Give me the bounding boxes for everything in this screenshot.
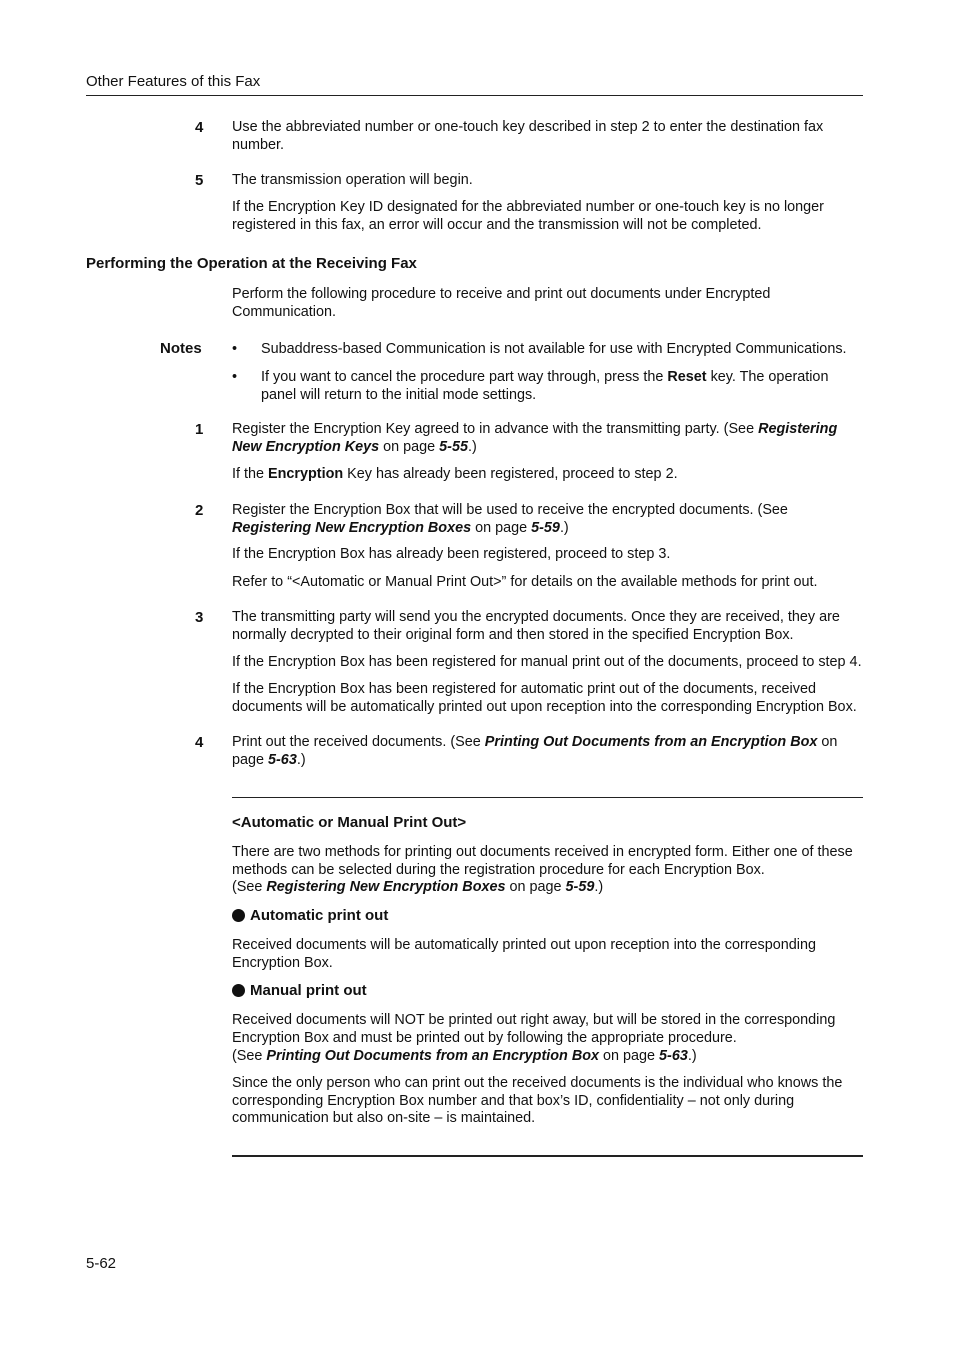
- step-text: Register the Encryption Box that will be used to receive the encrypted documents. (See Registering New Encryption Boxes on page 5-59.): [232, 502, 788, 536]
- confidentiality-text: Since the only person who can print out the received documents is the individual who knows the corresponding Encryption Box number and that box’s ID, confidentiality – not only during communication but also on-site – is maintained.: [232, 1075, 843, 1127]
- step-text: The transmitting party will send you the encrypted documents. Once they are received, they are normally decrypted to their original form and then stored in the specified Encryption Box.: [232, 609, 840, 643]
- manual-print-see: (See Printing Out Documents from an Encryption Box on page 5-63.): [232, 1048, 697, 1064]
- page-reference[interactable]: 5-63: [268, 751, 297, 768]
- page-reference[interactable]: 5-59: [531, 519, 560, 536]
- step-number: 1: [195, 421, 204, 438]
- cross-reference-link[interactable]: Printing Out Documents from an Encryption Box: [266, 1048, 600, 1064]
- bullet-dot-icon: [232, 909, 245, 922]
- note-item: If you want to cancel the procedure part way through, press the Reset key. The operation panel will return to the initial mode settings.: [261, 369, 829, 403]
- step-note: If the Encryption Box has been registered for automatic print out of the documents, received documents will be automatically printed out upon reception into the corresponding Encryption Box.: [232, 681, 857, 715]
- step-number: 3: [195, 609, 204, 626]
- step-number: 4: [195, 119, 204, 136]
- cross-reference-link[interactable]: Registering New Encryption Boxes: [266, 879, 506, 895]
- cross-reference-link[interactable]: Registering New Encryption Boxes: [232, 519, 472, 536]
- section-heading: Performing the Operation at the Receiving Fax: [86, 255, 417, 272]
- manual-print-heading: Manual print out: [232, 982, 367, 1000]
- step-text: Register the Encryption Key agreed to in advance with the transmitting party. (See Registering New Encryption Keys on page 5-55.): [232, 421, 838, 455]
- bullet-marker: •: [232, 341, 238, 357]
- page-reference[interactable]: 5-55: [439, 438, 468, 455]
- notes-label: Notes: [160, 340, 202, 357]
- step-number: 4: [195, 734, 204, 751]
- step-number: 5: [195, 172, 204, 189]
- box-top-rule: [232, 797, 863, 798]
- cross-reference-link[interactable]: Registering New Encryption Keys: [232, 421, 838, 455]
- header-divider: [86, 95, 863, 96]
- step-text: The transmission operation will begin.: [232, 172, 473, 188]
- manual-print-text: Received documents will NOT be printed out right away, but will be stored in the corresponding Encryption Box and must be printed out by following the appropriate procedure.: [232, 1012, 836, 1046]
- step-note: Refer to “<Automatic or Manual Print Out>” for details on the available methods for print out.: [232, 574, 818, 590]
- step-number: 2: [195, 502, 204, 519]
- auto-print-heading: Automatic print out: [232, 907, 388, 925]
- section-intro: Perform the following procedure to receive and print out documents under Encrypted Communication.: [232, 286, 771, 320]
- subsection-see: (See Registering New Encryption Boxes on page 5-59.): [232, 879, 604, 895]
- running-header: Other Features of this Fax: [86, 73, 261, 90]
- bullet-dot-icon: [232, 984, 245, 997]
- key-name: Reset: [667, 369, 707, 385]
- page-number: 5-62: [86, 1255, 117, 1272]
- key-name: Encryption: [268, 466, 344, 482]
- step-note: If the Encryption Key ID designated for the abbreviated number or one-touch key is no longer registered in this fax, an error will occur and the transmission will not be completed.: [232, 199, 824, 233]
- subsection-intro: There are two methods for printing out documents received in encrypted form. Either one of these methods can be selected during the registration procedure for each Encryption Box.: [232, 844, 853, 878]
- step-text: Print out the received documents. (See Printing Out Documents from an Encryption Box on page 5-63.): [232, 734, 838, 768]
- page-reference[interactable]: 5-59: [565, 879, 595, 895]
- note-item: Subaddress-based Communication is not available for use with Encrypted Communications.: [261, 341, 847, 357]
- box-bottom-rule: [232, 1155, 863, 1157]
- subsection-heading: <Automatic or Manual Print Out>: [232, 814, 467, 831]
- auto-print-text: Received documents will be automatically printed out upon reception into the corresponding Encryption Box.: [232, 937, 816, 971]
- cross-reference-link[interactable]: Printing Out Documents from an Encryption Box: [484, 734, 818, 750]
- step-note: If the Encryption Key has already been registered, proceed to step 2.: [232, 466, 678, 482]
- step-note: If the Encryption Box has already been registered, proceed to step 3.: [232, 546, 671, 562]
- step-text: Use the abbreviated number or one-touch key described in step 2 to enter the destination fax number.: [232, 119, 824, 153]
- page-reference[interactable]: 5-63: [659, 1048, 688, 1064]
- step-note: If the Encryption Box has been registered for manual print out of the documents, proceed to step 4.: [232, 654, 862, 670]
- bullet-marker: •: [232, 369, 238, 385]
